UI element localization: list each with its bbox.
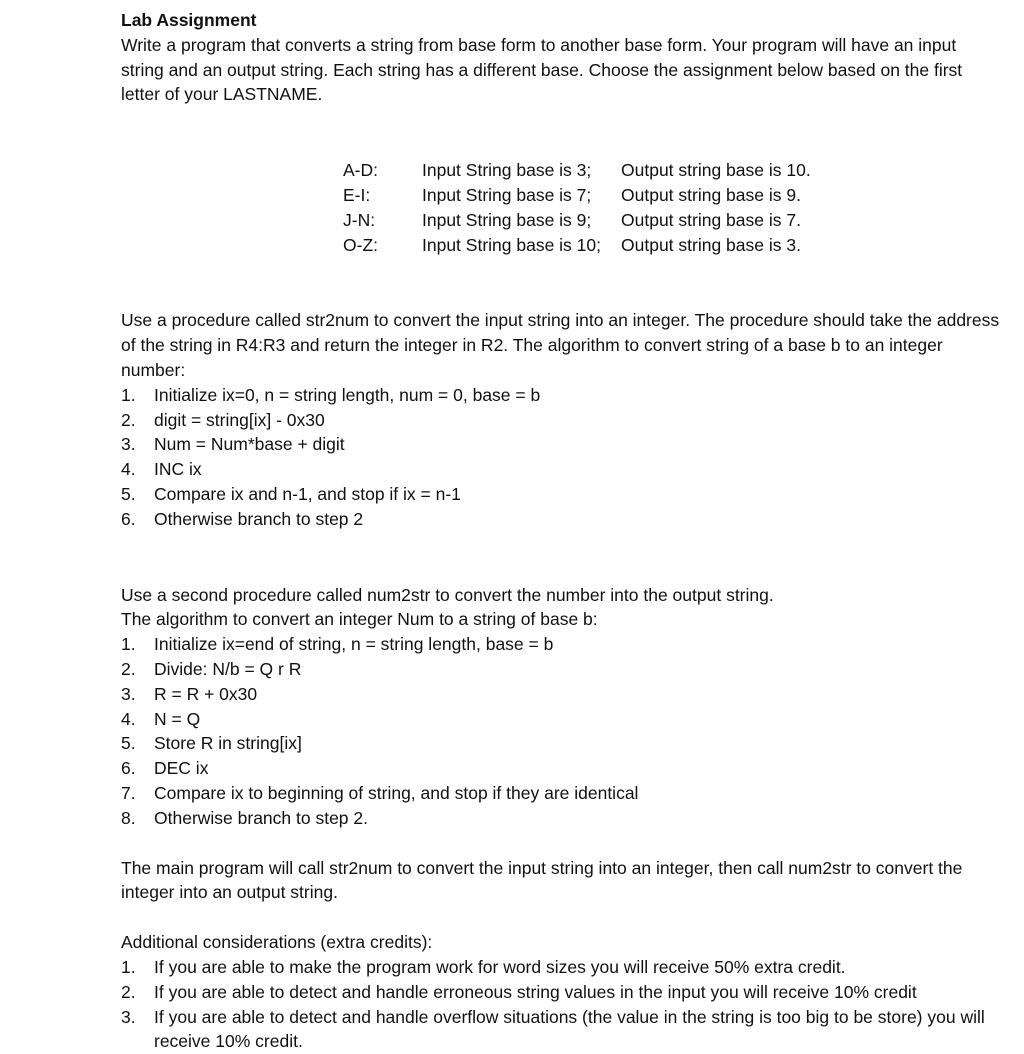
list-item xyxy=(121,682,1001,707)
list-number: 2. xyxy=(121,980,136,1005)
list-text: R = R + 0x30 xyxy=(154,684,257,704)
list-text: DEC ix xyxy=(154,758,208,778)
document-content xyxy=(121,8,1001,1054)
list-number: 7. xyxy=(121,781,136,806)
num2str-intro: Use a second procedure called num2str to convert the number into the output string. xyxy=(121,583,1001,608)
assignment-letters: O-Z: xyxy=(343,233,422,258)
list-item xyxy=(121,482,1001,507)
assignment-input-base: Input String base is 3; xyxy=(422,158,621,183)
list-item xyxy=(121,731,1001,756)
list-number: 1. xyxy=(121,632,136,657)
extra-credit-list xyxy=(121,955,1001,1054)
list-text: Initialize ix=end of string, n = string length, base = b xyxy=(154,634,553,654)
list-text: Num = Num*base + digit xyxy=(154,434,345,454)
list-number: 5. xyxy=(121,482,136,507)
list-number: 4. xyxy=(121,707,136,732)
page-title: Lab Assignment xyxy=(121,8,1001,33)
list-item xyxy=(121,383,1001,408)
list-item xyxy=(121,457,1001,482)
list-number: 6. xyxy=(121,507,136,532)
assignment-letters: E-I: xyxy=(343,183,422,208)
assignment-input-base: Input String base is 7; xyxy=(422,183,621,208)
list-item xyxy=(121,1005,1001,1054)
assignment-row xyxy=(343,208,1001,233)
str2num-steps xyxy=(121,383,1001,532)
list-text: Compare ix to beginning of string, and stop if they are identical xyxy=(154,783,638,803)
list-text: INC ix xyxy=(154,459,202,479)
list-number: 3. xyxy=(121,1005,136,1030)
list-text: digit = string[ix] - 0x30 xyxy=(154,410,325,430)
list-text: N = Q xyxy=(154,709,200,729)
list-item xyxy=(121,657,1001,682)
assignment-output-base: Output string base is 7. xyxy=(621,208,801,233)
list-number: 5. xyxy=(121,731,136,756)
num2str-steps xyxy=(121,632,1001,830)
assignment-output-base: Output string base is 10. xyxy=(621,158,811,183)
list-item xyxy=(121,432,1001,457)
assignment-table xyxy=(343,158,1001,257)
list-number: 3. xyxy=(121,682,136,707)
main-program-paragraph: The main program will call str2num to convert the input string into an integer, then call num2str to convert the integer into an output string. xyxy=(121,856,1001,906)
list-text: If you are able to detect and handle overflow situations (the value in the string is too big to be store) you will receive 10% credit. xyxy=(154,1007,985,1052)
assignment-row xyxy=(343,183,1001,208)
assignment-row xyxy=(343,233,1001,258)
list-number: 3. xyxy=(121,432,136,457)
num2str-algorithm-intro: The algorithm to convert an integer Num to a string of base b: xyxy=(121,607,1001,632)
assignment-letters: J-N: xyxy=(343,208,422,233)
list-item xyxy=(121,507,1001,532)
list-item xyxy=(121,781,1001,806)
assignment-input-base: Input String base is 9; xyxy=(422,208,621,233)
list-number: 2. xyxy=(121,657,136,682)
list-item xyxy=(121,632,1001,657)
list-item xyxy=(121,955,1001,980)
extra-credit-heading: Additional considerations (extra credits): xyxy=(121,930,1001,955)
list-item xyxy=(121,980,1001,1005)
assignment-letters: A-D: xyxy=(343,158,422,183)
assignment-input-base: Input String base is 10; xyxy=(422,233,621,258)
list-text: If you are able to make the program work for word sizes you will receive 50% extra credit. xyxy=(154,957,846,977)
list-text: Otherwise branch to step 2 xyxy=(154,509,363,529)
list-item xyxy=(121,408,1001,433)
str2num-intro: Use a procedure called str2num to convert the input string into an integer. The procedure should take the address of the string in R4:R3 and return the integer in R2. The algorithm to convert string of a base b to an integer number: xyxy=(121,308,1001,382)
list-text: If you are able to detect and handle erroneous string values in the input you will receive 10% credit xyxy=(154,982,917,1002)
list-number: 6. xyxy=(121,756,136,781)
list-number: 8. xyxy=(121,806,136,831)
list-number: 2. xyxy=(121,408,136,433)
assignment-output-base: Output string base is 3. xyxy=(621,233,801,258)
list-text: Compare ix and n-1, and stop if ix = n-1 xyxy=(154,484,461,504)
list-number: 4. xyxy=(121,457,136,482)
list-text: Otherwise branch to step 2. xyxy=(154,808,368,828)
list-text: Initialize ix=0, n = string length, num = 0, base = b xyxy=(154,385,540,405)
assignment-output-base: Output string base is 9. xyxy=(621,183,801,208)
list-item xyxy=(121,707,1001,732)
intro-paragraph: Write a program that converts a string from base form to another base form. Your program will have an input string and an output string. Each string has a different base. Choose the assignment below based on the first letter of your LASTNAME. xyxy=(121,33,1001,107)
list-text: Store R in string[ix] xyxy=(154,733,302,753)
list-item xyxy=(121,806,1001,831)
list-text: Divide: N/b = Q r R xyxy=(154,659,301,679)
list-number: 1. xyxy=(121,955,136,980)
assignment-row xyxy=(343,158,1001,183)
list-number: 1. xyxy=(121,383,136,408)
list-item xyxy=(121,756,1001,781)
